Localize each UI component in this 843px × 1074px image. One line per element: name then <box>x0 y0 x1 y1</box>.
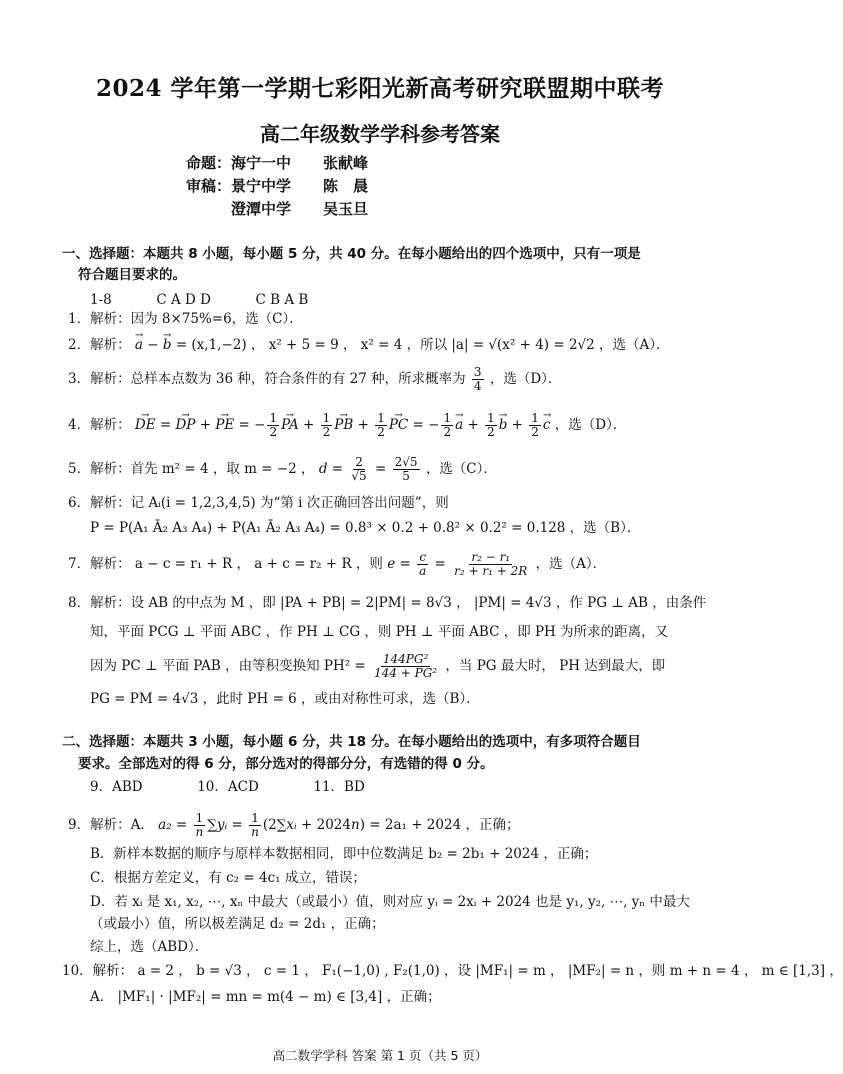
solution-q8-line1: 8．解析：设 AB 的中点为 M ，即 |PA + PB| = 2|PM| = 8√3 ， |PM| = 4√3 ，作 PG ⊥ AB ，由条件 <box>68 595 707 611</box>
answer-key-group-a: C A D D <box>156 292 211 308</box>
page-footer: 高二数学学科 答案 第 1 页（共 5 页） <box>272 1048 488 1063</box>
page-title: 2024 学年第一学期七彩阳光新高考研究联盟期中联考 <box>95 75 665 102</box>
solution-q8-text: 因为 PC ⊥ 平面 PAB ，由等积变换知 PH² = <box>90 658 366 674</box>
credit-label: 命题： <box>186 154 232 172</box>
solution-q4: 4．解析： → DE = → DP + → PE = − $\frac{1}{2}$ → PA + $\frac{1}{2}$ → PB + $\frac{1}{2}$ → PC = − $\frac{1}{2}$ → a + $\frac{1}{2}$ → b + $\frac{1}{2}$ → c ，选（D）． <box>68 412 626 439</box>
solution-q3-text: 3．解析：总样本点数为 36 种，符合条件的有 27 种，所求概率为 <box>68 371 466 387</box>
solution-q2: 2．解析： → a − → b = (x,1,−2) ， x² + 5 = 9 ， x² = 4 ，所以 |a| = √(x² + 4) = 2√2 ，选（A）． <box>68 336 670 354</box>
credit-person: 陈 晨 <box>323 177 369 195</box>
solution-q8-line4: PG = PM = 4√3 ，此时 PH = 6 ，或由对称性可求，选（B）． <box>90 691 480 707</box>
credit-person: 张献峰 <box>323 154 369 172</box>
solution-q9-c: C．根据方差定义，有 c₂ = 4c₁ 成立，错误； <box>90 870 366 886</box>
answer-key-9-11 <box>90 778 365 796</box>
solution-q4-post: ，选（D）． <box>554 417 627 433</box>
solution-q9-a-post: = 2a₁ + 2024 ，正确； <box>369 817 520 833</box>
credit-row <box>186 198 368 221</box>
solution-q5-text: 5．解析：首先 m² = 4 ，取 m = −2 ， <box>68 461 315 477</box>
solution-label: 9．解析：A． <box>68 817 154 833</box>
credit-person: 吴玉旦 <box>323 200 369 218</box>
solution-q9-d-line1: D．若 xᵢ 是 x₁, x₂, ⋯, xₙ 中最大（或最小）值，则对应 yᵢ = 2xᵢ + 2024 也是 y₁, y₂, ⋯, yₙ 中最大 <box>90 894 690 910</box>
section-1-heading-cont: 符合题目要求的。 <box>78 267 186 283</box>
solution-q1: 1．解析：因为 8×75%=6，选（C）． <box>68 311 303 327</box>
solution-q5-post: ，选（C）． <box>425 461 497 477</box>
section-2-heading: 二、选择题：本题共 3 小题，每小题 6 分，共 18 分。在每小题给出的选项中，有多项符合题目 <box>62 734 641 750</box>
solution-q6-line2: P = P(A₁ Ā₂ A₃ A₄) + P(A₁ Ā₂ A₃ A₄) = 0.8³ × 0.2 + 0.8² × 0.2² = 0.128 ，选（B）． <box>90 520 641 536</box>
solution-q9-d-line2: （或最小）值，所以极差满足 d₂ = 2d₁ ，正确； <box>90 916 385 932</box>
solution-q6-line1: 6．解析：记 Aᵢ(i = 1,2,3,4,5) 为“第 i 次正确回答出问题”，则 <box>68 495 449 511</box>
solution-q9-summary: 综上，选（ABD）． <box>90 939 209 955</box>
page-subtitle: 高二年级数学学科参考答案 <box>260 122 500 146</box>
solution-q2-body: = (x,1,−2) ， x² + 5 = 9 ， x² = 4 ，所以 |a| = √(x² + 4) = 2√2 ，选（A）． <box>175 337 670 353</box>
solution-q9-a: 9．解析：A． a₂ = $\frac{1}{n}$ ∑yᵢ = $\frac{1}{n}$ (2∑xᵢ + 2024n) = 2a₁ + 2024 ，正确； <box>68 811 520 839</box>
credit-school: 景宁中学 <box>231 177 292 195</box>
section-1-heading: 一、选择题：本题共 8 小题，每小题 5 分，共 40 分。在每小题给出的四个选项中，只有一项是 <box>62 246 641 262</box>
credit-label <box>186 198 231 221</box>
solution-q7: 7．解析： a − c = r₁ + R ， a + c = r₂ + R ，则 e = $\frac{c}{a}$ = $\frac{\text{r₂ − r₁}}{\text{r₂ + r₁ + 2R}}$ ，选（A）． <box>68 550 607 578</box>
solution-q7-text: 7．解析： a − c = r₁ + R ， a + c = r₂ + R ，则 <box>68 556 383 572</box>
credit-row <box>186 152 368 175</box>
solution-label: 2．解析： <box>68 337 131 353</box>
solution-q5: 5．解析：首先 m² = 4 ，取 m = −2 ， d = $\frac{2}{√5}$ = $\frac{2√5}{5}$ ，选（C）． <box>68 455 497 483</box>
solution-q3-post: ，选（D）． <box>489 371 562 387</box>
credit-row <box>186 175 368 198</box>
fraction: $\frac{3}{4}$ <box>473 365 482 393</box>
credit-label: 审稿： <box>186 177 232 195</box>
section-2-heading-cont: 要求。全部选对的得 6 分，部分选对的得部分分，有选错的得 0 分。 <box>78 756 494 772</box>
fraction: $\frac{\text{144PG²}}{\text{144 + PG²}}$ <box>374 652 438 680</box>
solution-q3 <box>68 366 561 393</box>
credit-school: 澄潭中学 <box>231 200 292 218</box>
credit-school: 海宁一中 <box>231 154 292 172</box>
answer-key-9: 9．ABD <box>90 779 143 795</box>
solution-q9-b: B．新样本数据的顺序与原样本数据相同，即中位数满足 b₂ = 2b₁ + 2024 ，正确； <box>90 846 598 862</box>
solution-label: 4．解析： <box>68 417 131 433</box>
credits-block <box>186 152 368 221</box>
solution-q10-line1: 10．解析： a = 2 ， b = √3 ， c = 1 ， F₁(−1,0) , F₂(1,0) ，设 |MF₁| = m ， |MF₂| = n ，则 m + n = 4 ， m ∈ [1,3] ， <box>62 963 843 979</box>
answer-key-group-b: C B A B <box>255 292 309 308</box>
solution-q8-line3 <box>90 653 665 680</box>
solution-q10-a: A． |MF₁| · |MF₂| = mn = m(4 − m) ∈ [3,4] ，正确； <box>90 989 441 1005</box>
solution-q8-line2: 知，平面 PCG ⊥ 平面 ABC ，作 PH ⊥ CG ，则 PH ⊥ 平面 ABC ，即 PH 为所求的距离，又 <box>90 624 669 640</box>
solution-q8-post: ，当 PG 最大时， PH 达到最大，即 <box>445 658 666 674</box>
answer-key-11: 11．BD <box>313 779 365 795</box>
solution-q7-post: ，选（A）． <box>535 556 607 572</box>
answer-key-label: 1-8 <box>90 292 112 308</box>
answer-key-1-8 <box>90 291 308 309</box>
answer-key-10: 10．ACD <box>197 779 259 795</box>
